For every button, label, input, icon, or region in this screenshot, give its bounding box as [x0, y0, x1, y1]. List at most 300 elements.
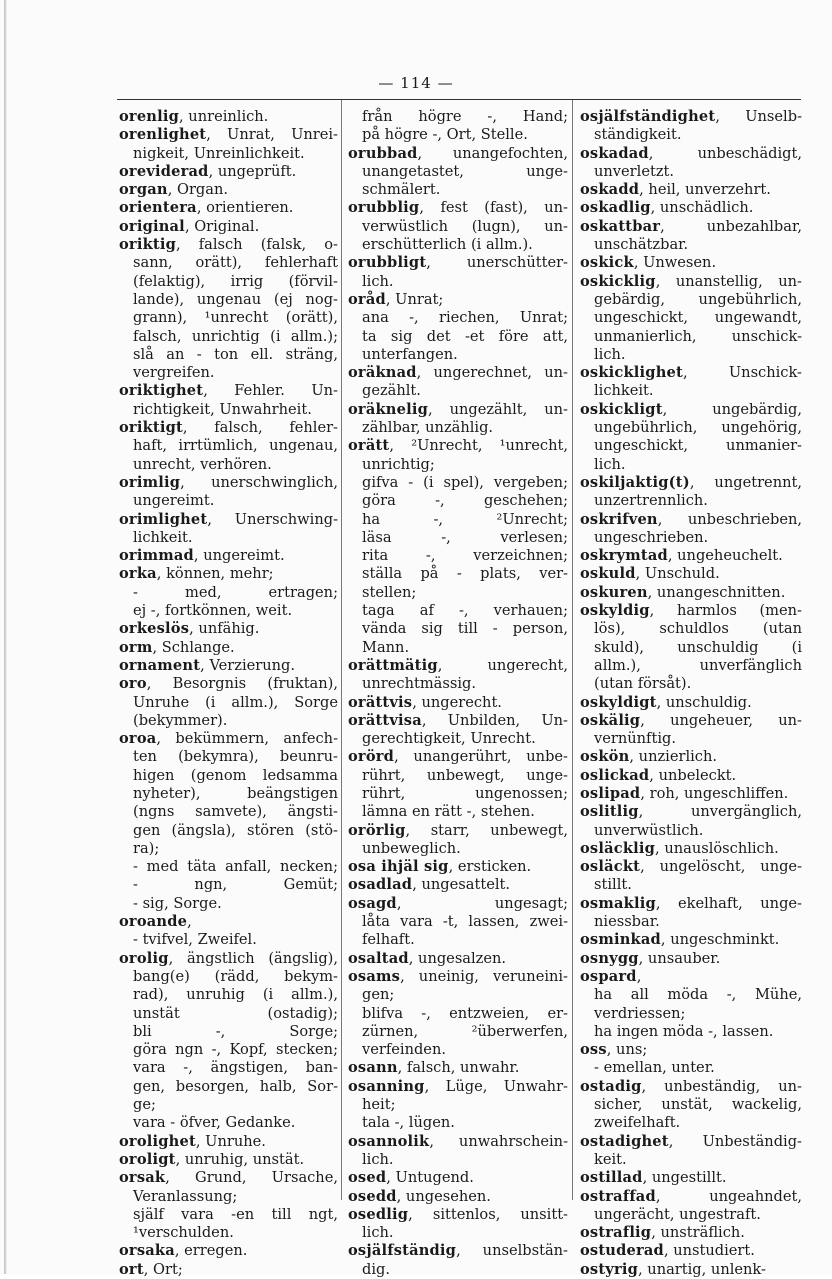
definition-text: , roh, ungeschliffen. — [640, 784, 789, 802]
dictionary-entry — [580, 694, 802, 712]
entry-line — [119, 730, 338, 748]
entry-line — [348, 1242, 568, 1260]
dictionary-entry — [580, 803, 802, 840]
definition-text: , ungeschminkt. — [660, 931, 780, 949]
entry-line — [119, 876, 338, 894]
definition-text: Mann. — [362, 638, 410, 656]
headword: oroande — [119, 913, 188, 931]
definition-text: på högre -, Ort, Stelle. — [362, 126, 528, 144]
entry-line — [348, 694, 568, 712]
headword: ort — [119, 1260, 144, 1278]
definition-text: ge; — [133, 1096, 156, 1114]
definition-text: (felaktig), irrig (förvil- — [133, 272, 338, 290]
entry-line — [119, 419, 338, 437]
entry-line — [348, 1188, 568, 1206]
column-1 — [119, 108, 338, 1279]
definition-text: lich. — [362, 272, 394, 290]
entry-line — [119, 602, 338, 620]
headword: oskyldigt — [580, 693, 657, 711]
dictionary-entry — [580, 511, 802, 548]
definition-text: heit; — [362, 1096, 396, 1114]
definition-text: rita -, verzeichnen; — [362, 547, 568, 565]
entry-line — [580, 163, 802, 181]
headword: osminkad — [580, 931, 661, 949]
definition-text: själf vara -en till ngt, — [133, 1205, 338, 1223]
entry-line — [580, 382, 802, 400]
entry-line — [348, 986, 568, 1004]
definition-text: , Unwesen. — [633, 254, 717, 272]
definition-text: skuld), unschuldig (i — [594, 638, 802, 656]
definition-text: ungereimt. — [133, 492, 215, 510]
dictionary-entry — [119, 108, 338, 126]
definition-text: , Fehler. Un- — [203, 382, 338, 400]
entry-line — [348, 273, 568, 291]
entry-line — [348, 1059, 568, 1077]
dictionary-entry — [119, 511, 338, 548]
entry-line — [119, 1005, 338, 1023]
definition-text: , bekümmern, anfech- — [156, 730, 338, 748]
dictionary-entry — [580, 968, 802, 986]
entry-line — [119, 858, 338, 876]
definition-text: - med, ertragen; — [133, 583, 338, 601]
definition-text: ta sig det -et före att, — [362, 327, 568, 345]
entry-line — [580, 181, 802, 199]
entry-line — [119, 492, 338, 510]
entry-line — [580, 584, 802, 602]
headword: oskicklighet — [580, 364, 683, 382]
entry-line — [348, 675, 568, 693]
entry-line — [119, 1169, 338, 1187]
entry-line — [119, 309, 338, 327]
entry-line — [580, 437, 802, 455]
entry-line — [119, 511, 338, 529]
headword: ostuderad — [580, 1242, 664, 1260]
headword: ostraflig — [580, 1224, 652, 1242]
entry-line — [348, 1151, 568, 1169]
definition-text: vernünftig. — [594, 730, 676, 748]
dictionary-entry — [580, 950, 802, 968]
entry-line — [119, 1261, 338, 1279]
headword: oro — [119, 675, 147, 693]
entry-line — [119, 657, 338, 675]
definition-text: , unselbstän- — [456, 1242, 568, 1260]
dictionary-entry — [580, 748, 802, 766]
definition-text: ställa på - plats, ver- — [362, 565, 568, 583]
definition-text: unterfangen. — [362, 345, 458, 363]
definition-text: , Unruhe. — [195, 1132, 266, 1150]
definition-text: , unbeschädigt, — [648, 144, 802, 162]
entry-line — [119, 1242, 338, 1260]
entry-line — [580, 254, 802, 272]
entry-line — [348, 437, 568, 455]
headword: ospard — [580, 967, 637, 985]
entry-line — [348, 126, 568, 144]
headword: oriktighet — [119, 382, 204, 400]
entry-line — [348, 1041, 568, 1059]
headword: orörd — [348, 748, 395, 766]
entry-line — [580, 675, 802, 693]
entry-line — [119, 364, 338, 382]
entry-line — [348, 529, 568, 547]
entry-line — [580, 931, 802, 949]
definition-text: , uneinig, veruneini- — [400, 967, 568, 985]
definition-text: , unsträflich. — [651, 1224, 745, 1242]
entry-line — [580, 840, 802, 858]
definition-text: blifva -, entzweien, er- — [362, 1004, 568, 1022]
dictionary-entry — [348, 145, 568, 200]
definition-text: , Unrat, Unrei- — [206, 126, 338, 144]
definition-text: , Unschick- — [682, 364, 802, 382]
entry-line — [119, 346, 338, 364]
dictionary-entry — [119, 163, 338, 181]
dictionary-entry — [119, 931, 338, 949]
entry-line — [119, 1041, 338, 1059]
dictionary-entry — [580, 1041, 802, 1059]
definition-text: , Unschuld. — [635, 565, 720, 583]
entry-line — [580, 1041, 802, 1059]
entry-line — [119, 968, 338, 986]
definition-text: (ngns samvete), ängsti- — [133, 803, 338, 821]
headword: orenlighet — [119, 126, 207, 144]
header-rule — [117, 99, 801, 100]
definition-text: verwüstlich (lugn), un- — [362, 217, 568, 235]
entry-line — [348, 620, 568, 638]
definition-text: , ²Unrecht, ¹unrecht, — [389, 437, 568, 455]
entry-line — [119, 1133, 338, 1151]
entry-line — [348, 181, 568, 199]
definition-text: unrecht, verhören. — [133, 455, 272, 473]
headword: oslitlig — [580, 803, 639, 821]
definition-text: vara -, ängstigen, ban- — [133, 1059, 338, 1077]
entry-line — [580, 1151, 802, 1169]
entry-line — [580, 145, 802, 163]
headword: oskuld — [580, 565, 636, 583]
definition-text: lichkeit. — [594, 382, 654, 400]
dictionary-entry — [119, 565, 338, 583]
definition-text: , unartig, unlenk- — [638, 1260, 766, 1278]
entry-line — [348, 364, 568, 382]
dictionary-entry — [119, 730, 338, 858]
definition-text: lich. — [594, 455, 626, 473]
dictionary-entry — [580, 273, 802, 364]
definition-text: unangetastet, unge- — [362, 162, 568, 180]
definition-text: unverletzt. — [594, 162, 675, 180]
definition-text: , Unbilden, Un- — [421, 711, 568, 729]
definition-text: - tvifvel, Zweifel. — [133, 931, 257, 949]
dictionary-entry — [119, 584, 338, 621]
entry-line — [580, 858, 802, 876]
dictionary-entry — [119, 1169, 338, 1242]
entry-line — [580, 694, 802, 712]
definition-text: , Unerschwing- — [207, 510, 338, 528]
entry-line — [119, 767, 338, 785]
definition-text: - sig, Sorge. — [133, 894, 222, 912]
definition-text: bli -, Sorge; — [133, 1022, 338, 1040]
dictionary-entry — [348, 822, 568, 859]
dictionary-entry — [348, 968, 568, 1059]
entry-line — [348, 1023, 568, 1041]
dictionary-entry — [580, 1078, 802, 1133]
definition-text: lande), ungenau (ej nog- — [133, 290, 338, 308]
definition-text: , ungebärdig, — [662, 400, 802, 418]
entry-line — [580, 1261, 802, 1279]
definition-text: , ungeheuchelt. — [667, 547, 783, 565]
headword: osanning — [348, 1077, 425, 1095]
definition-text: , ungetrennt, — [689, 473, 802, 491]
entry-line — [348, 309, 568, 327]
headword: oskrifven — [580, 510, 658, 528]
definition-text: , orientieren. — [196, 199, 294, 217]
definition-text: , ekelhaft, unge- — [655, 894, 802, 912]
headword: ornament — [119, 656, 201, 674]
dictionary-entry — [348, 1133, 568, 1170]
entry-line — [348, 199, 568, 217]
entry-line — [348, 639, 568, 657]
entry-line — [348, 913, 568, 931]
headword: osläckt — [580, 858, 641, 876]
headword: orka — [119, 565, 157, 583]
definition-text: , — [187, 913, 192, 931]
entry-line — [119, 163, 338, 181]
entry-line — [348, 163, 568, 181]
entry-line — [348, 145, 568, 163]
dictionary-entry — [119, 1261, 338, 1279]
definition-text: ¹verschulden. — [133, 1224, 234, 1242]
entry-line — [348, 236, 568, 254]
headword: orolig — [119, 949, 169, 967]
entry-line — [119, 1206, 338, 1224]
dictionary-entry — [580, 1242, 802, 1260]
entry-line — [119, 639, 338, 657]
dictionary-entry — [348, 748, 568, 821]
definition-text: unzertrennlich. — [594, 492, 708, 510]
entry-line — [580, 803, 802, 821]
entry-line — [580, 492, 802, 510]
entry-line — [348, 602, 568, 620]
definition-text: erschütterlich (i allm.). — [362, 236, 533, 254]
definition-text: , sittenlos, unsitt- — [408, 1205, 568, 1223]
definition-text: , unschädlich. — [650, 199, 754, 217]
definition-text: , ängstlich (ängslig), — [168, 949, 338, 967]
entry-line — [580, 565, 802, 583]
entry-line — [348, 346, 568, 364]
definition-text: stillt. — [594, 876, 632, 894]
entry-line — [119, 712, 338, 730]
dictionary-entry — [580, 145, 802, 182]
headword: oreviderad — [119, 162, 209, 180]
entry-line — [119, 126, 338, 144]
definition-text: , unbeständig, un- — [641, 1077, 802, 1095]
dictionary-entry — [348, 254, 568, 291]
headword: oskadad — [580, 144, 649, 162]
entry-line — [119, 254, 338, 272]
definition-text: , ungerecht. — [412, 693, 502, 711]
definition-text: stellen; — [362, 583, 417, 601]
entry-line — [119, 1114, 338, 1132]
dictionary-entry — [119, 547, 338, 565]
entry-line — [119, 401, 338, 419]
definition-text: zürnen, ²überwerfen, — [362, 1022, 568, 1040]
dictionary-entry — [119, 913, 338, 931]
entry-line — [348, 108, 568, 126]
headword: orm — [119, 638, 153, 656]
headword: orenlig — [119, 108, 180, 125]
definition-text: verdriessen; — [594, 1004, 686, 1022]
headword: oskiljaktig(t) — [580, 473, 690, 491]
entry-line — [119, 1078, 338, 1096]
column-separator — [572, 100, 573, 1200]
definition-text: , uns; — [606, 1041, 648, 1059]
definition-text: , unzierlich. — [629, 748, 717, 766]
dictionary-entry — [348, 1059, 568, 1077]
entry-line — [580, 547, 802, 565]
definition-text: , erregen. — [174, 1242, 248, 1260]
definition-text: , heil, unverzehrt. — [639, 181, 771, 199]
headword: oskadd — [580, 181, 640, 199]
definition-text: , unreinlich. — [179, 108, 269, 125]
headword: orättvisa — [348, 711, 422, 729]
entry-line — [348, 785, 568, 803]
dictionary-entry — [580, 712, 802, 749]
definition-text: nyheter), beängstigen — [133, 784, 338, 802]
entry-line — [580, 1206, 802, 1224]
definition-text: gifva - (i spel), vergeben; — [362, 473, 568, 491]
entry-line — [580, 1096, 802, 1114]
definition-text: , falsch, unwahr. — [397, 1059, 520, 1077]
entry-line — [348, 858, 568, 876]
dictionary-entry — [348, 108, 568, 145]
headword: orsaka — [119, 1242, 175, 1260]
headword: osedlig — [348, 1205, 409, 1223]
entry-line — [119, 547, 338, 565]
definition-text: , falsch (falsk, o- — [175, 236, 338, 254]
definition-text: , unvergänglich, — [638, 803, 802, 821]
entry-line — [348, 931, 568, 949]
definition-text: , fest (fast), un- — [419, 199, 568, 217]
definition-text: taga af -, verhauen; — [362, 602, 568, 620]
definition-text: , unbezahlbar, — [660, 217, 802, 235]
entry-line — [580, 730, 802, 748]
definition-text: vända sig till - person, — [362, 620, 568, 638]
definition-text: richtigkeit, Unwahrheit. — [133, 400, 312, 418]
headword: ostillad — [580, 1169, 643, 1187]
dictionary-entry — [348, 950, 568, 968]
entry-line — [119, 1096, 338, 1114]
headword: osjälfständighet — [580, 108, 716, 125]
definition-text: , Unselb- — [715, 108, 802, 125]
dictionary-entry — [580, 840, 802, 858]
entry-line — [119, 620, 338, 638]
entry-line — [348, 1133, 568, 1151]
entry-line — [348, 1078, 568, 1096]
definition-text: låta vara -t, lassen, zwei- — [362, 913, 568, 931]
headword: orörlig — [348, 821, 406, 839]
definition-text: rad), unruhig (i allm.), — [133, 986, 338, 1004]
definition-text: , unangefochten, — [417, 144, 568, 162]
headword: osaltad — [348, 949, 409, 967]
entry-line — [580, 1242, 802, 1260]
dictionary-entry — [119, 1151, 338, 1169]
entry-line — [119, 840, 338, 858]
definition-text: , Besorgnis (fruktan), — [146, 675, 338, 693]
entry-line — [119, 529, 338, 547]
entry-line — [580, 876, 802, 894]
definition-text: , Grund, Ursache, — [165, 1169, 338, 1187]
entry-line — [348, 1005, 568, 1023]
entry-line — [348, 419, 568, 437]
definition-text: vergreifen. — [133, 364, 215, 382]
definition-text: felhaft. — [362, 931, 415, 949]
headword: ostyrig — [580, 1260, 639, 1278]
dictionary-entry — [119, 1242, 338, 1260]
definition-text: ha all möda -, Mühe, — [594, 986, 802, 1004]
definition-text: , ungestillt. — [642, 1169, 727, 1187]
definition-text: slå an - ton ell. sträng, — [133, 345, 338, 363]
dictionary-entry — [580, 785, 802, 803]
dictionary-entry — [348, 895, 568, 950]
entry-line — [580, 767, 802, 785]
headword: oskälig — [580, 711, 641, 729]
definition-text: , ungesalzen. — [408, 949, 507, 967]
headword: osann — [348, 1059, 398, 1077]
entry-line — [348, 1261, 568, 1279]
headword: organ — [119, 181, 168, 199]
definition-text: , unschuldig. — [656, 693, 752, 711]
definition-text: , unangeschnitten. — [647, 583, 786, 601]
dictionary-entry — [348, 858, 568, 876]
headword: osmaklig — [580, 894, 656, 912]
entry-line — [348, 474, 568, 492]
entry-line — [348, 1169, 568, 1187]
entry-line — [580, 199, 802, 217]
entry-line — [580, 1133, 802, 1151]
definition-text: från högre -, Hand; — [362, 108, 568, 125]
definition-text: ana -, riechen, Unrat; — [362, 309, 568, 327]
page-number: — 114 — — [378, 74, 454, 92]
entry-line — [348, 712, 568, 730]
definition-text: , unangerührt, unbe- — [394, 748, 568, 766]
entry-line — [119, 199, 338, 217]
headword: oroligt — [119, 1150, 176, 1168]
entry-line — [348, 218, 568, 236]
definition-text: Veranlassung; — [133, 1187, 238, 1205]
dictionary-entry — [348, 1206, 568, 1243]
headword: orimlig — [119, 473, 181, 491]
headword: orolighet — [119, 1132, 196, 1150]
definition-text: , ungesattelt. — [412, 876, 510, 894]
definition-text: , unfähig. — [189, 620, 260, 638]
definition-text: , ungeprüft. — [208, 162, 297, 180]
entry-line — [119, 913, 338, 931]
definition-text: lich. — [362, 1224, 394, 1242]
headword: osedd — [348, 1187, 397, 1205]
definition-text: - emellan, unter. — [594, 1059, 715, 1077]
definition-text: , Unrat; — [385, 290, 444, 308]
dictionary-entry — [348, 694, 568, 712]
headword: orättmätig — [348, 656, 438, 674]
entry-line — [580, 309, 802, 327]
entry-line — [119, 986, 338, 1004]
dictionary-entry — [348, 401, 568, 438]
definition-text: unverwüstlich. — [594, 821, 704, 839]
entry-line — [580, 273, 802, 291]
entry-line — [119, 382, 338, 400]
entry-line — [119, 1151, 338, 1169]
headword: ostadig — [580, 1077, 642, 1095]
definition-text: , Ort; — [143, 1260, 183, 1278]
definition-text: allm.), unverfänglich — [594, 656, 802, 674]
definition-text: - med täta anfall, necken; — [133, 858, 338, 876]
